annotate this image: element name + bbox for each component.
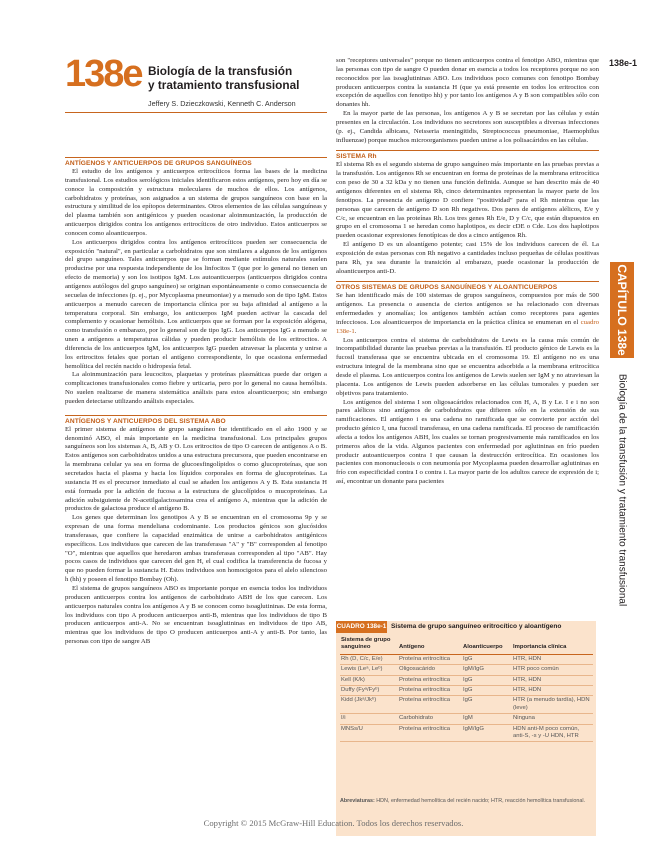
chapter-number: 138e xyxy=(65,53,142,95)
section-heading-other: OTROS SISTEMAS DE GRUPOS SANGUÍNEOS Y ALOANTICUERPOS xyxy=(336,284,558,292)
paragraph: Los antígenos del sistema I son oligosacáridos relacionados con H, A, B y Le. I e i no son pares alélicos sino antígenos de carbohidratos que difieren sólo en la extensión de sus ramificaciones. El antígeno i es una cadena no ramificada que se convierte por acción del producto génico I, una fucosil transferasa, en una cadena ramificada. El proceso de ramificación afecta a todos los antígenos ABH, los cuales se tornan progresivamente más ramificados en los primeros años de la vida. Algunos pacientes con enfermedad por aglutininas en frío pueden producir autoanticuerpos contra I que causan la destrucción eritrocítica. En ocasiones los pacientes con mononucleosis o con neumonía por Mycoplasma pueden desarrollar aglutininas en frío con especificidad contra I o contra i. La mayor parte de los adultos carece de expresión de i; así, encontrar un donante para pacientes xyxy=(336,398,599,486)
table-cell: HTR, HDN xyxy=(512,686,593,696)
paragraph: son "receptores universales" porque no tienen anticuerpos contra el fenotipo ABO, mientras que las personas con tipo de sangre O pueden donar en esencia a todos los receptores porque no son reconocidos por las isoaglutininas ABO. Los individuos poco comunes con fenotipo Bombay producen anticuerpos contra la sustancia H (que ya está presente en todos los eritrocitos con excepción de aquellos con fenotipo hh) y por tanto los antígenos A y B son compatibles sólo con donantes hh. xyxy=(336,57,599,109)
table-cell: IgG xyxy=(462,696,512,714)
paragraph: El estudio de los antígenos y anticuerpos eritrocíticos forma las bases de la medicina transfusional. Los estudios serológicos iniciales identificaron estos antígenos, pero hoy en día se conoce la composición y estructura moleculares de muchos de ellos. Los antígenos, carbohidratos y proteínas, son asignados a un sistema de grupos sanguíneos con base en la estructura y similitud de los epítopos determinantes. Otros elementos de las células sanguíneas y del plasma también son antigénicos y pueden ocasionar aloinmunización, la producción de anticuerpos dirigidos contra los antígenos eritrocíticos de otro individuo. Estos anticuerpos se conocen como aloanticuerpos. xyxy=(65,168,327,237)
table-footnote xyxy=(340,798,593,805)
table-cell: IgM/IgG xyxy=(462,724,512,742)
table-row xyxy=(340,675,593,685)
table-cell: HTR (a menudo tardía), HDN (leve) xyxy=(512,696,593,714)
chapter-authors: Jeffery S. Dzieczkowski, Kenneth C. Anderson xyxy=(148,99,296,108)
section-heading-antigens: ANTÍGENOS Y ANTICUERPOS DE GRUPOS SANGUÍNEOS xyxy=(65,160,252,167)
table-label: CUADRO 138e-1 xyxy=(336,621,387,633)
table-cell: I/i xyxy=(340,714,398,724)
chapter-title-line2: y tratamiento transfusional xyxy=(148,78,300,92)
blood-group-table xyxy=(340,636,593,742)
table-row xyxy=(340,714,593,724)
paragraph: La aloinmunización para leucocitos, plaquetas y proteínas plasmáticas puede dar origen a complicaciones transfusionales como fiebre y urticaria, pero por lo general no causa hemólisis. No suelen realizarse de manera sistemática análisis para estos aloanticuerpos; sin embargo pueden detectarse utilizando análisis especiales. xyxy=(65,371,327,405)
chapter-title-line1: Biología de la transfusión xyxy=(148,64,293,78)
table-row xyxy=(340,686,593,696)
table-cell: IgG xyxy=(462,654,512,664)
section-rule xyxy=(336,150,599,151)
table-cell: HTR, HDN xyxy=(512,675,593,685)
table-header-row xyxy=(340,636,593,654)
abbreviations-label: Abreviaturas: xyxy=(340,798,375,804)
paragraph: Los genes que determinan los genotipos A y B se encuentran en el cromosoma 9p y se expresan de una forma mendeliana codominante. Los productos génicos son glucósidos transferasas, que confiere la capacidad enzimática de unirse a carbohidratos antigénicos específicos. Los individuos que carecen de las transferasas "A" y "B" corresponden al fenotipo "O", mientras que aquellos que heredaron ambas transferasas corresponden al tipo "AB". Hay pocos casos de individuos que carecen del gen H, el cual codifica la transferencia de fucosa y que no pueden formar la sustancia H. Estos individuos son homocigotos para el alelo silencioso h (hh) y poseen el fenotipo Bombay (Oh). xyxy=(65,514,327,584)
table-header-cell: Importancia clínica xyxy=(512,636,593,654)
section-rule xyxy=(336,281,599,282)
page-code: 138e-1 xyxy=(609,58,638,68)
table-cell: MNSs/U xyxy=(340,724,398,742)
paragraph-text: . xyxy=(354,327,357,335)
paragraph: El sistema de grupos sanguíneos ABO es importante porque en esencia todos los individuos producen anticuerpos contra los antígenos de carbohidrato ABH de los que carecen. Los anticuerpos naturales contra los antígenos A y B se conocen como isoaglutininas. De esta forma, los individuos con tipo A producen anticuerpos anti-B, mientras que los individuos de tipo B producen anticuerpos anti-A. No se encuentran isoaglutininas en individuos de tipo AB, mientras que los individuos de tipo O producen anticuerpos anti-A y anti-B. Por tanto, las personas con tipo de sangre AB xyxy=(65,584,327,646)
table-cell: Duffy (Fyᵃ/Fyᵇ) xyxy=(340,686,398,696)
table-header-cell: Aloanticuerpo xyxy=(462,636,512,654)
table-cell: Oligosacárido xyxy=(398,665,462,675)
table-cell: IgM xyxy=(462,714,512,724)
section-heading-abo: ANTÍGENOS Y ANTICUERPOS DEL SISTEMA ABO xyxy=(65,417,226,425)
table-reference-link[interactable]: cuadro 138e-1 xyxy=(336,318,599,335)
table-cell: Proteína eritrocítica xyxy=(398,654,462,664)
section-rule xyxy=(65,415,327,416)
table-cell: Proteína eritrocítica xyxy=(398,686,462,696)
table-title: Sistema de grupo sanguíneo eritrocítico y aloantígeno xyxy=(391,623,562,630)
table-row xyxy=(340,665,593,675)
paragraph-text: Se han identificado más de 100 sistemas de grupos sanguíneos, compuestos por más de 500 antígenos. La presencia o ausencia de ciertos antígenos se ha relacionado con diversas enfermedades y anomalías; los antígenos también actúan como receptores para agentes infecciosos. Los aloanticuerpos de importancia en la práctica clínica se enumeran en el xyxy=(336,292,599,326)
table-row xyxy=(340,724,593,742)
table-cell: Ninguna xyxy=(512,714,593,724)
chapter-title xyxy=(148,64,338,92)
table-header-cell: Sistema de grupo sanguíneo xyxy=(340,636,398,654)
section-heading-rh: SISTEMA Rh xyxy=(336,153,377,161)
table-cell: HDN anti-M poco común, anti-S, -s y -U HDN, HTR xyxy=(512,724,593,742)
paragraph xyxy=(336,292,599,336)
table-cell: Kell (K/k) xyxy=(340,675,398,685)
table-cell: IgG xyxy=(462,675,512,685)
table-cell: Kidd (Jkᵃ/Jkᵇ) xyxy=(340,696,398,714)
abbreviations-text: HDN, enfermedad hemolítica del recién nacido; HTR, reacción hemolítica transfusional. xyxy=(374,798,586,804)
left-column xyxy=(65,157,327,647)
table-header-cell: Antígeno xyxy=(398,636,462,654)
paragraph: El antígeno D es un aloantígeno potente; casi 15% de los individuos carecen de él. La exposición de estas personas con Rh negativo a cantidades incluso pequeñas de células positivas para Rh, ya sea durante la transición al embarazo, puede ocasionar la producción de aloanticuerpos anti-D. xyxy=(336,241,599,275)
paragraph: El primer sistema de antígenos de grupo sanguíneo fue identificado en el año 1900 y se denominó ABO, el más importante en la medicina transfusional. Los principales grupos sanguíneos son los sistemas A, B, AB y O. Los eritrocitos de tipo O carecen de antígenos A o B. Estos antígenos son carbohidratos unidos a una estructura precursora, que pueden encontrarse en la membrana celular ya sea en forma de glucoesfingolípidos o como glucoproteínas, que son secretados hacia el plasma y hacia los líquidos corporales en forma de glucoproteínas. La sustancia H es el precursor inmediato al cual se añaden los antígenos A y B. Esta sustancia H está formada por la adición de fucosa a la estructura de glucolípidos o mucoproteínas. La adición subsiguiente de N-acetilgalactosamina crea el antígeno A, mientras que la adición de productos de galactosa produce el antígeno B. xyxy=(65,425,327,513)
paragraph: El sistema Rh es el segundo sistema de grupo sanguíneo más importante en las pruebas previas a la transfusión. Los antígenos Rh se encuentran en forma de proteínas de la membrana eritrocítica con peso de 30 a 32 kDa y no tienen una función definida. Aunque se han descrito más de 40 antígenos diferentes en el sistema Rh, cinco determinantes representan la mayor parte de los fenotipos. La presencia de antígeno D confiere "positividad" para el Rh mientras que las personas que carecen de antígeno D son Rh negativos. Dos pares de antígenos alélicos, E/e y C/c, se encuentran en las proteínas Rh. Los tres genes Rh E/e, D y C/c, que están dispuestos en grupo en el cromosoma 1 se heredan como haplotipos, es decir cDE o Cde. Los dos haplotipos pueden ocasionar expresiones fenotípicas de dos a cinco antígenos Rh. xyxy=(336,161,599,240)
right-column xyxy=(336,57,599,487)
table-cell: HTR poco común xyxy=(512,665,593,675)
running-title: Biología de la transfusión y tratamiento transfusional xyxy=(616,373,628,607)
paragraph: En la mayor parte de las personas, los antígenos A y B se secretan por las células y están presentes en la circulación. Los individuos no secretores son susceptibles a diversas infecciones (p. ej., Candida albicans, Neisseria meningitidis, Streptococcus pneumoniae, Haemophilus influenzae) porque muchos microorganismos pueden unirse a los polisacáridos en las células. xyxy=(336,110,599,144)
table-cell: IgM/IgG xyxy=(462,665,512,675)
copyright-notice: Copyright © 2015 McGraw-Hill Education. Todos los derechos reservados. xyxy=(203,818,464,828)
chapter-tab-label: CAPÍTULO 138e xyxy=(615,264,629,356)
table-header-bar xyxy=(336,621,596,633)
paragraph: Los anticuerpos contra el sistema de carbohidratos de Lewis es la causa más común de incompatibilidad durante las pruebas previas a la transfusión. El producto génico de Lewis es la fucosil transferasa que se encuentra ubicada en el cromosoma 19. El antígeno no es una estructura integral de la membrana sino que se encuentra adsorbida a la membrana eritrocítica desde el plasma. Los anticuerpos contra los antígenos de Lewis suelen ser IgM y no atraviesan la placenta. Los antígenos de Lewis pueden adsorberse en las células tumorales y pueden ser objetivos para tratamiento. xyxy=(336,336,599,397)
section-rule xyxy=(65,157,327,158)
table-row xyxy=(340,696,593,714)
table-cell: Carbohidrato xyxy=(398,714,462,724)
table-cell: Proteína eritrocítica xyxy=(398,724,462,742)
table-cell: Lewis (Leᵃ, Leᵇ) xyxy=(340,665,398,675)
table-cell: Proteína eritrocítica xyxy=(398,696,462,714)
table-cell: Rh (D, C/c, E/e) xyxy=(340,654,398,664)
table-cell: IgG xyxy=(462,686,512,696)
table-cell: Proteína eritrocítica xyxy=(398,675,462,685)
paragraph: Los anticuerpos dirigidos contra los antígenos eritrocíticos pueden ser consecuencia de exposición "natural", en particular a carbohidratos que son similares a algunos de los antígenos del grupo sanguíneo. Tales anticuerpos que se forman mediante estímulos naturales suelen producirse por una respuesta independiente de los linfocitos T (que por lo general no tienen un efecto de memoria) y son los isotipos IgM. Los autoanticuerpos (anticuerpos dirigidos contra antígenos autólogos del grupo sanguíneo) se originan espontáneamente o como consecuencia de secuelas de infecciones (p. ej., por Mycoplasma pneumoniae) y a menudo son de tipo IgM. Estos anticuerpos a menudo carecen de importancia clínica por su baja afinidad al antígeno a la temperatura corporal. Sin embargo, los anticuerpos IgM pueden activar la cascada del complemento y ocasionar hemólisis. Los anticuerpos que se forman por la exposición alógena, como transfusión o embarazo, por lo general son de tipo IgG. Los anticuerpos IgG a menudo se unen a antígenos a temperaturas cálidas y pueden producir hemólisis de los eritrocitos. A diferencia de los anticuerpos IgM, los anticuerpos IgG pueden atravesar la placenta y unirse a los eritrocitos fetales que portan el antígeno correspondiente, lo que ocasiona enfermedad hemolítica del recién nacido o hidropesía fetal. xyxy=(65,238,327,370)
table-cell: HTR, HDN xyxy=(512,654,593,664)
title-rule xyxy=(65,112,327,113)
table-row xyxy=(340,654,593,664)
